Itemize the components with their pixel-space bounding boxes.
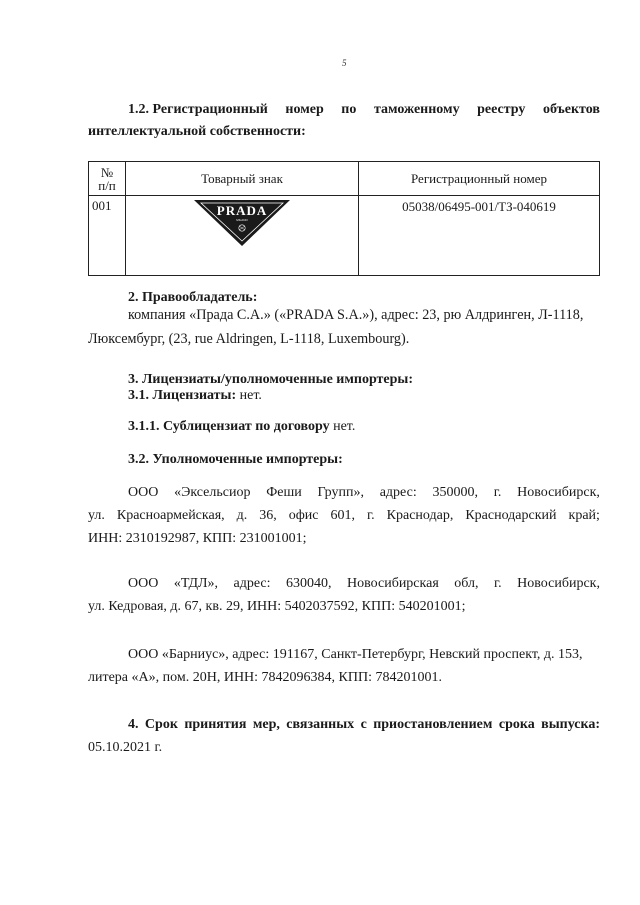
table-row (89, 196, 600, 276)
title-word: объектов (542, 102, 600, 117)
importer-1-line3: ИНН: 2310192987, КПП: 231001001; (88, 531, 307, 546)
text-word: офис (288, 508, 319, 523)
row-trademark (126, 196, 359, 276)
section-3-1-1 (128, 418, 355, 436)
text-word: 350000, (432, 485, 478, 500)
title-word: номер (285, 102, 324, 117)
section-3-1-label: 3.1. Лицензиаты: (128, 388, 237, 403)
title-word: срока (498, 717, 535, 732)
text-word: ООО (128, 576, 159, 591)
title-word: мер, (252, 717, 280, 732)
text-word: ул. (88, 508, 105, 523)
text-word: г. (493, 485, 502, 500)
text-word: г. (366, 508, 375, 523)
importer-1-line1 (128, 484, 600, 502)
row-number: 001 (89, 196, 126, 276)
section-3-2-title: 3.2. Уполномоченные импортеры: (128, 452, 343, 467)
importer-3-line2: литера «А», пом. 20Н, ИНН: 7842096384, КПП: 784201001. (88, 670, 442, 685)
page-number: 5 (342, 58, 347, 68)
text-word: д. (236, 508, 248, 523)
header-number-line1: № (100, 164, 114, 180)
text-word: Краснодарский (465, 508, 557, 523)
importer-2-line1 (128, 575, 600, 593)
text-word: край; (568, 508, 600, 523)
header-number-line2: п/п (98, 177, 116, 193)
prada-logo-icon (192, 198, 292, 248)
section-3-1 (128, 387, 262, 405)
section-2-line1: компания «Прада С.А.» («PRADA S.A.»), адрес: 23, рю Алдринген, Л-1118, (128, 307, 584, 323)
section-3-1-value: нет. (236, 388, 262, 403)
trademark-table (88, 161, 600, 276)
title-word: по (341, 102, 357, 117)
table-header-row (89, 162, 600, 196)
section-3-1-1-value: нет. (329, 419, 356, 434)
section-3-title: 3. Лицензиаты/уполномоченные импортеры: (128, 372, 414, 387)
text-word: Феши (266, 485, 302, 500)
text-word: г. (494, 576, 502, 591)
title-word: реестру (477, 102, 526, 117)
title-word: выпуска: (541, 717, 600, 732)
title-word: связанных (286, 717, 355, 732)
text-word: «Эксельсиор (174, 485, 251, 500)
importer-3-line1: ООО «Барниус», адрес: 191167, Санкт-Петербург, Невский проспект, д. 153, (128, 647, 583, 662)
logo-text: PRADA (216, 203, 268, 218)
section-2-title: 2. Правообладатель: (128, 290, 258, 305)
text-word: адрес: (233, 576, 271, 591)
title-word: приостановлением (373, 717, 493, 732)
header-number (89, 162, 126, 196)
section-4-date: 05.10.2021 г. (88, 740, 163, 755)
title-word: 4. (128, 717, 139, 732)
text-word: 601, (330, 508, 355, 523)
text-word: Новосибирск, (517, 485, 600, 500)
section-1-2-title-line2: интеллектуальной собственности: (88, 124, 306, 139)
header-reg-number: Регистрационный номер (359, 162, 600, 196)
section-2-line2: Люксембург, (23, rue Aldringen, L-1118, Luxembourg). (88, 331, 410, 347)
text-word: 36, (259, 508, 277, 523)
section-3-1-1-label: 3.1.1. Сублицензиат по договору (128, 419, 330, 434)
text-word: Краснодар, (386, 508, 454, 523)
text-word: Новосибирск, (517, 576, 600, 591)
title-word: таможенному (373, 102, 460, 117)
section-1-2-title-line1 (128, 101, 600, 119)
text-word: Новосибирская (347, 576, 439, 591)
title-word: Срок (144, 717, 178, 732)
text-word: Красноармейская, (116, 508, 225, 523)
header-trademark: Товарный знак (126, 162, 359, 196)
row-reg-number: 05038/06495-001/ТЗ-040619 (359, 196, 600, 276)
importer-2-line2: ул. Кедровая, д. 67, кв. 29, ИНН: 5402037592, КПП: 540201001; (88, 599, 466, 614)
text-word: 630040, (286, 576, 332, 591)
text-word: адрес: (379, 485, 417, 500)
text-word: Групп», (317, 485, 364, 500)
title-word: с (360, 717, 367, 732)
section-4-title (128, 716, 600, 734)
text-word: ООО (128, 485, 159, 500)
text-word: «ТДЛ», (173, 576, 219, 591)
text-word: обл, (454, 576, 479, 591)
importer-1-line2 (88, 507, 600, 525)
logo-subtext: MILANO (236, 218, 248, 222)
title-word: принятия (184, 717, 247, 732)
title-word: 1.2. Регистрационный (128, 102, 268, 117)
